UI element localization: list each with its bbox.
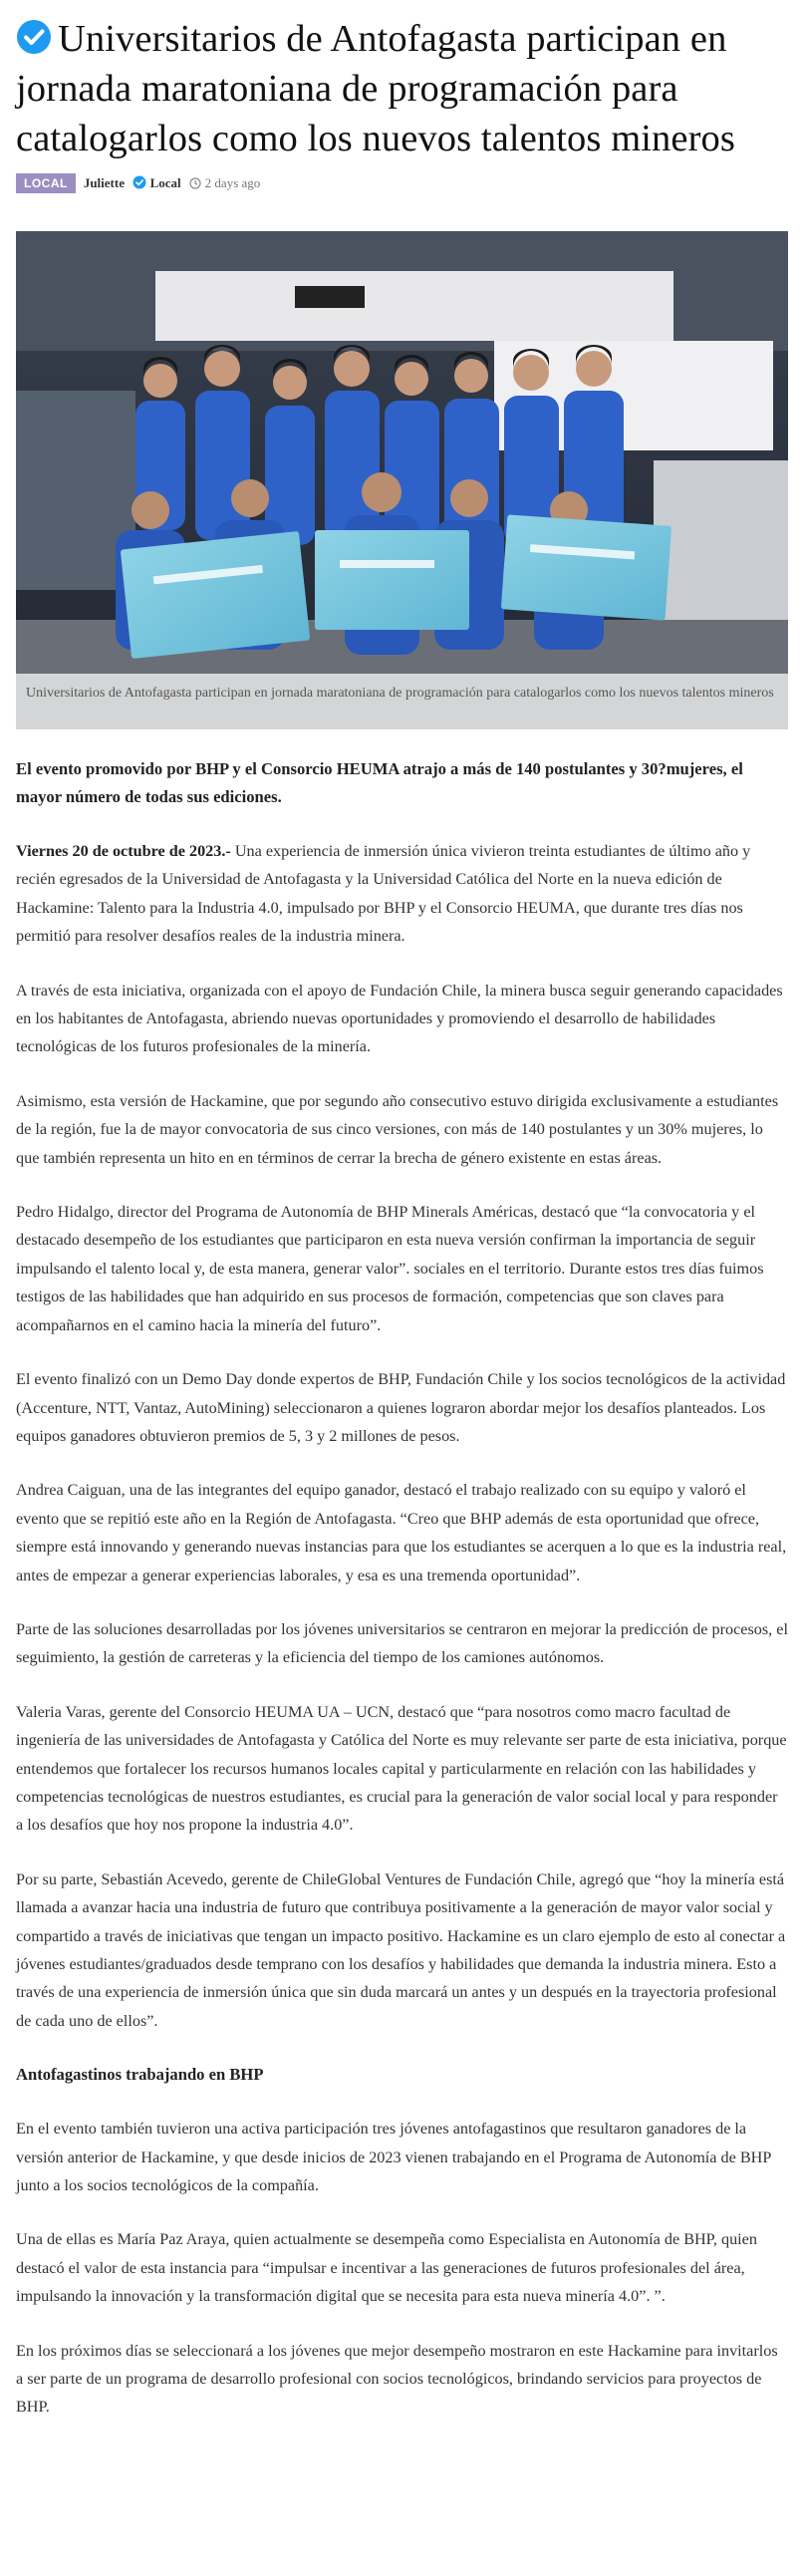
paragraph-text: Una experiencia de inmersión única vivieron treinta estudiantes de último año y recién egresados de la Universidad de Antofagasta y la Universidad Católica del Norte en la nueva edición de Hackamine: Talento para la Industria 4.0, impulsado por BHP y el Consorcio HEUMA, que durante tres días nos permitió para resolver desafíos reales de la industria minera.	[16, 842, 751, 946]
clock-icon	[189, 177, 201, 189]
publish-date-text: 2 days ago	[204, 175, 261, 190]
article-paragraph: Asimismo, esta versión de Hackamine, que por segundo año consecutivo estuvo dirigida exclusivamente a estudiantes de la región, fue la de mayor convocatoria de sus cinco versiones, con más de 140 postulantes y un 30% mujeres, lo que también representa un hito en en términos de cerrar la brecha de género existente en estas áreas.	[16, 1091, 779, 1167]
meta-category[interactable]	[133, 175, 181, 191]
verified-check-icon	[16, 19, 52, 55]
article-title[interactable]	[16, 0, 788, 163]
article-paragraph: El evento finalizó con un Demo Day donde expertos de BHP, Fundación Chile y los socios tecnológicos de la actividad (Accenture, NTT, Vantaz, AutoMining) seleccionaron a quienes lograron abordar mejor los desafíos planteados. Los equipos ganadores obtuvieron premios de 5, 3 y 2 millones de pesos.	[16, 1370, 786, 1445]
article-paragraph	[16, 837, 788, 951]
article-paragraph: A través de esta iniciativa, organizada con el apoyo de Fundación Chile, la minera busca seguir generando capacidades en los habitantes de Antofagasta, abriendo nuevas oportunidades y promoviendo el desarrollo de habilidades tecnológicas de los futuros profesionales de la minería.	[16, 981, 783, 1056]
article-paragraph: En el evento también tuvieron una activa participación tres jóvenes antofagastinos que resultaron ganadores de la versión anterior de Hackamine, y que desde inicios de 2023 vienen trabajando en el Programa de Autonomía de BHP junto a los socios tecnológicos de la compañía.	[16, 2120, 771, 2195]
group-photo	[16, 231, 788, 729]
article-paragraph: En los próximos días se seleccionará a los jóvenes que mejor desempeño mostraron en este Hackamine para invitarlos a ser parte de un programa de desarrollo profesional con socios tecnológicos, brindando servicios para proyectos de BHP.	[16, 2341, 778, 2417]
section-subheading: Antofagastinos trabajando en BHP	[16, 2065, 264, 2085]
article-paragraph: Valeria Varas, gerente del Consorcio HEUMA UA – UCN, destacó que “para nosotros como macro facultad de ingeniería de las universidades de Antofagasta y Católica del Norte es muy relevante ser parte de esta iniciativa, porque entendemos que fortalecer los recursos humanos locales capital y particularmente en relación con las habilidades y competencias tecnológicas de nuestros estudiantes, es crucial para la generación de valor social local y para responder a los desafíos que hoy nos propone la industria 4.0”.	[16, 1702, 787, 1835]
image-caption: Universitarios de Antofagasta participan en jornada maratoniana de programación para catalogarlos como los nuevos talentos mineros	[16, 674, 788, 729]
verified-check-icon	[133, 175, 146, 189]
publish-date	[189, 175, 261, 191]
meta-category-label: Local	[149, 175, 181, 190]
category-badge[interactable]: LOCAL	[16, 173, 76, 193]
dateline: Viernes 20 de octubre de 2023.-	[16, 842, 231, 860]
article-paragraph: Pedro Hidalgo, director del Programa de Autonomía de BHP Minerals Américas, destacó que “la convocatoria y el destacado desempeño de los estudiantes que participaron en esta nueva versión confirman la importancia de seguir impulsando el talento local y, de esta manera, generar valor”. sociales en el territorio. Durante estos tres días fuimos testigos de las habilidades que han adquirido en sus procesos de formación, competencias que son claves para acompañarnos en el camino hacia la minería del futuro”.	[16, 1203, 764, 1334]
article-title-text: Universitarios de Antofagasta participan en jornada maratoniana de programación para catalogarlos como los nuevos talentos mineros	[16, 18, 735, 159]
article-paragraph: Por su parte, Sebastián Acevedo, gerente de ChileGlobal Ventures de Fundación Chile, agregó que “hoy la minería está llamada a avanzar hacia una industria de futuro que contribuya positivamente a la generación de mayor valor social y compartido a través de iniciativas que tengan un impacto positivo. Hackamine es un claro ejemplo de esto al conectar a jóvenes estudiantes/graduados desde temprano con los desafíos y habilidades que demanda la industria minera. Esto a través de una experiencia de inmersión única que sin duda marcará un antes y un después en la trayectoria profesional de cada uno de ellos”.	[16, 1869, 786, 2030]
article-meta	[16, 173, 788, 193]
article-paragraph: Andrea Caiguan, una de las integrantes del equipo ganador, destacó el trabajo realizado con su equipo y valoró el evento que se repitió este año en la Región de Antofagasta. “Creo que BHP además de esta oportunidad que ofrece, siempre está innovando y generando nuevas instancias para que los estudiantes se acerquen a lo que es la industria real, antes de empezar a generar experiencias laborales, y esa es una tremenda oportunidad”.	[16, 1481, 787, 1584]
featured-image[interactable]	[16, 231, 788, 729]
author-link[interactable]: Juliette	[83, 175, 125, 190]
article-paragraph: Parte de las soluciones desarrolladas por los jóvenes universitarios se centraron en mejorar la predicción de procesos, el seguimiento, la gestión de carreteras y la eficiencia del tiempo de los camiones autónomos.	[16, 1619, 788, 1667]
article-paragraph: Una de ellas es María Paz Araya, quien actualmente se desempeña como Especialista en Autonomía de BHP, quien destacó el valor de esta instancia para “impulsar e incentivar a las generaciones de futuros profesionales del área, impulsando la innovación y la transformación digital que se necesita para esta nueva minería 4.0”. ”.	[16, 2230, 757, 2306]
article-lead: El evento promovido por BHP y el Consorcio HEUMA atrajo a más de 140 postulantes y 30?mujeres, el mayor número de todas sus ediciones.	[16, 759, 743, 806]
